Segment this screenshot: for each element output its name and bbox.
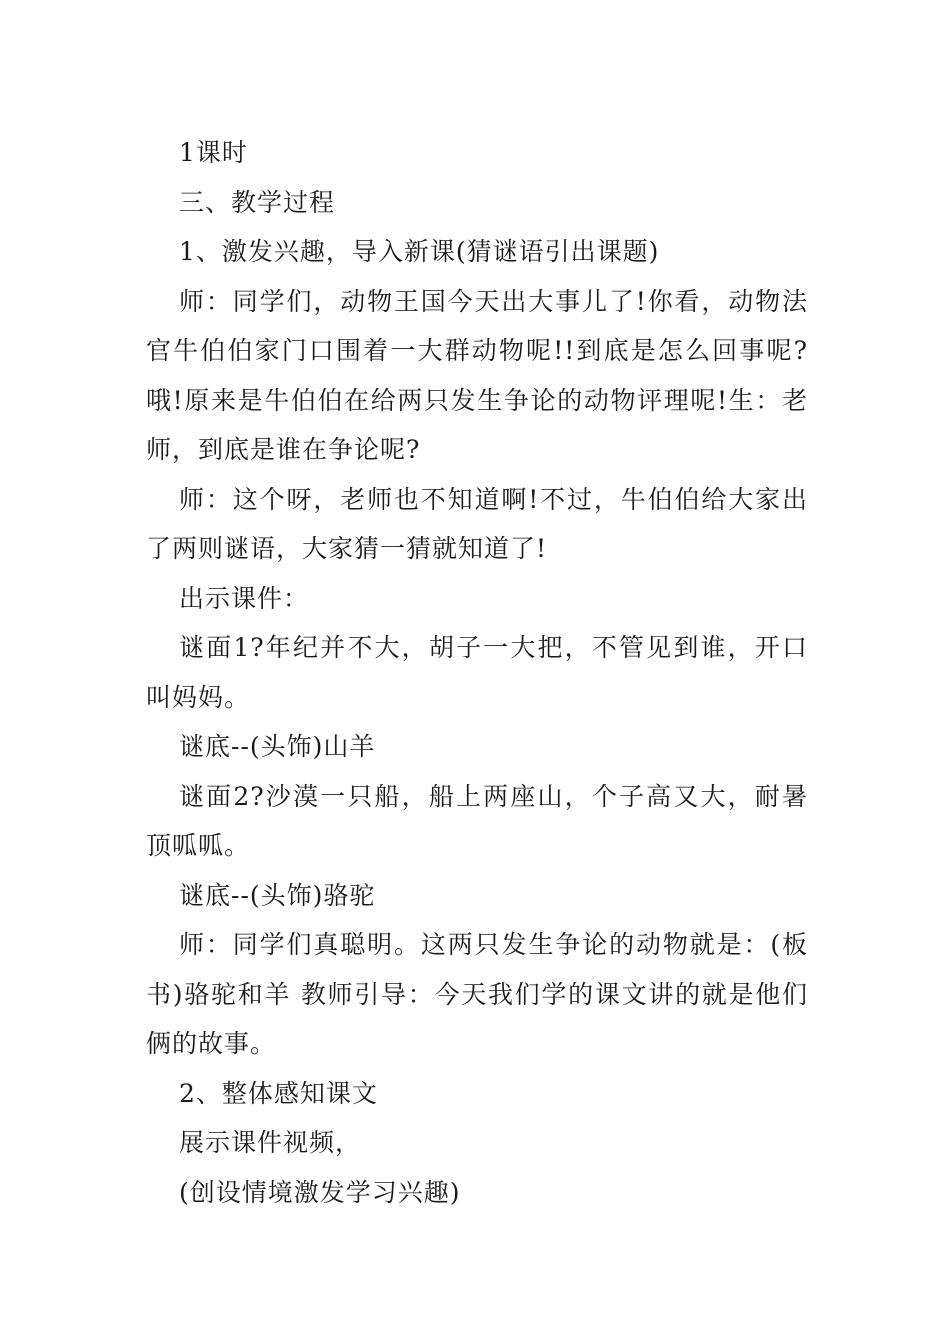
document-body: [146, 128, 808, 1217]
paragraph-teacher-riddles: 师：这个呀，老师也不知道啊!不过，牛伯伯给大家出了两则谜语，大家猜一猜就知道了!: [146, 484, 808, 563]
paragraph-teacher-conclusion: 师：同学们真聪明。这两只发生争论的动物就是：(板书)骆驼和羊 教师引导：今天我们学的课文讲的就是他们俩的故事。: [146, 930, 808, 1058]
paragraph-riddle-2: 谜面2?沙漠一只船，船上两座山，个子高又大，耐暑顶呱呱。: [146, 781, 808, 860]
paragraph-teacher-intro: 师：同学们，动物王国今天出大事儿了!你看，动物法官牛伯伯家门口围着一大群动物呢!!到底是怎么回事呢?哦!原来是牛伯伯在给两只发生争论的动物评理呢!生：老师，到底是谁在争论呢?: [146, 286, 808, 464]
paragraph-create-context: (创设情境激发学习兴趣): [179, 1177, 461, 1207]
paragraph-class-hours: 1课时: [179, 138, 248, 167]
heading-step-1: 1、激发兴趣，导入新课(猜谜语引出课题): [179, 237, 660, 266]
heading-step-2: 2、整体感知课文: [179, 1078, 378, 1108]
paragraph-answer-1: 谜底--(头饰)山羊: [179, 732, 376, 761]
paragraph-riddle-1: 谜面1?年纪并不大，胡子一大把，不管见到谁，开口叫妈妈。: [146, 633, 808, 712]
paragraph-show-video: 展示课件视频，: [179, 1128, 362, 1157]
paragraph-answer-2: 谜底--(头饰)骆驼: [179, 880, 376, 910]
paragraph-show-courseware: 出示课件：: [179, 583, 310, 613]
heading-teaching-process: 三、教学过程: [179, 187, 336, 217]
